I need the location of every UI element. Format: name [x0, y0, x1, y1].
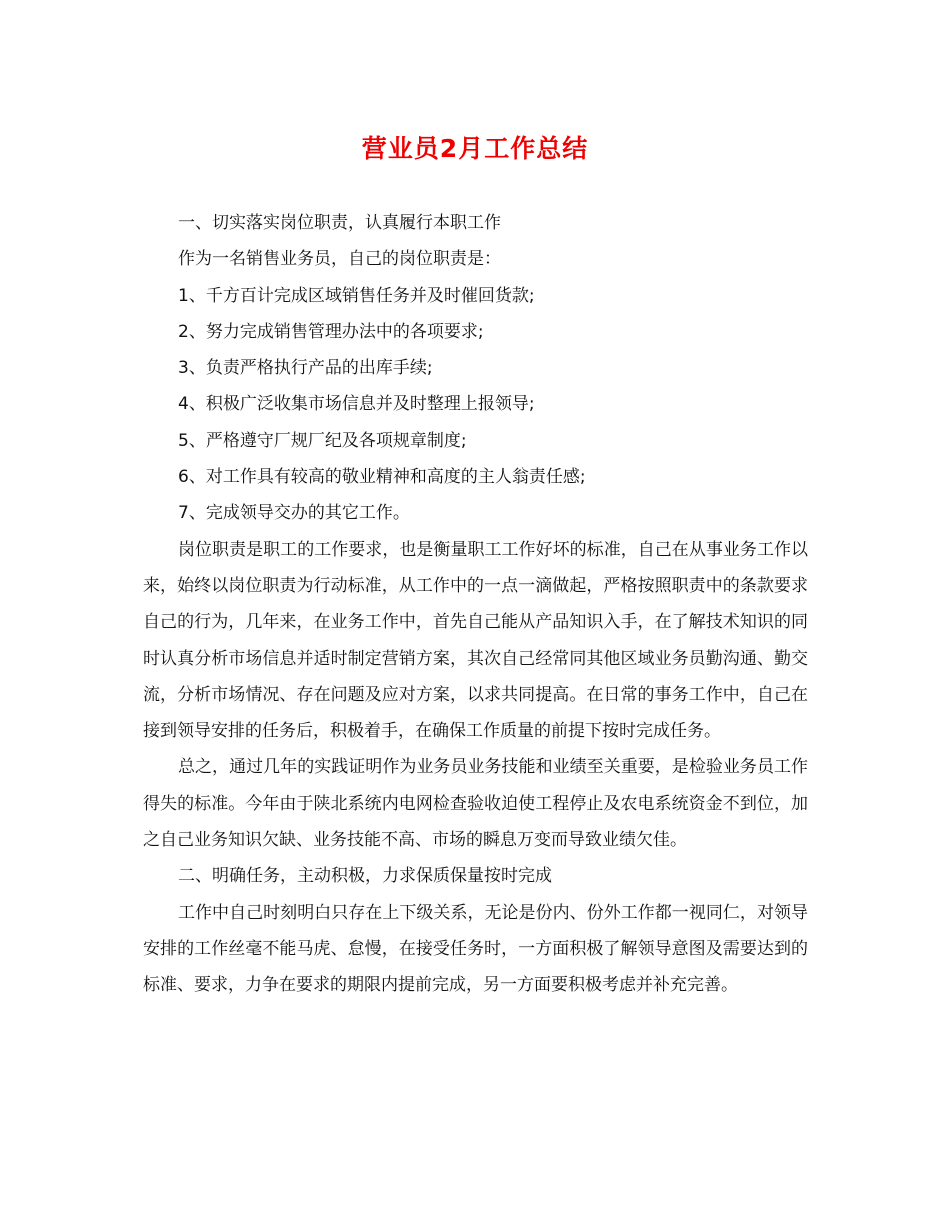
paragraph: 5、严格遵守厂规厂纪及各项规章制度; — [178, 430, 467, 451]
paragraph: 7、完成领导交办的其它工作。 — [178, 503, 410, 524]
paragraph: 1、千方百计完成区域销售任务并及时催回货款; — [178, 285, 535, 306]
paragraph: 6、对工作具有较高的敬业精神和高度的主人翁责任感; — [178, 467, 586, 488]
paragraph: 3、负责严格执行产品的出库手续; — [178, 358, 433, 379]
paragraph: 总之，通过几年的实践证明作为业务员业务技能和业绩至关重要，是检验业务员工作得失的标准。今年由于陕北系统内电网检查验收迫使工程停止及农电系统资金不到位，加之自己业务知识欠缺、业务技能不高、市场的瞬息万变而导致业绩欠佳。 — [143, 757, 808, 851]
document-body — [143, 205, 808, 1004]
paragraph: 一、切实落实岗位职责，认真履行本职工作 — [178, 213, 501, 233]
paragraph: 岗位职责是职工的工作要求，也是衡量职工工作好坏的标准，自己在从事业务工作以来，始终以岗位职责为行动标准，从工作中的一点一滴做起，严格按照职责中的条款要求自己的行为，几年来，在业务工作中，首先自己能从产品知识入手，在了解技术知识的同时认真分析市场信息并适时制定营销方案，其次自己经常同其他区域业务员勤沟通、勤交流，分析市场情况、存在问题及应对方案，以求共同提高。在日常的事务工作中，自己在接到领导安排的任务后，积极着手，在确保工作质量的前提下按时完成任务。 — [143, 539, 808, 742]
paragraph: 2、努力完成销售管理办法中的各项要求; — [178, 321, 484, 342]
paragraph: 二、明确任务，主动积极，力求保质保量按时完成 — [178, 866, 552, 887]
paragraph: 作为一名销售业务员，自己的岗位职责是： — [178, 249, 501, 270]
document-title: 营业员2月工作总结 — [361, 134, 589, 163]
paragraph: 工作中自己时刻明白只存在上下级关系，无论是份内、份外工作都一视同仁，对领导安排的工作丝毫不能马虎、怠慢，在接受任务时，一方面积极了解领导意图及需要达到的标准、要求，力争在要求的期限内提前完成，另一方面要积极考虑并补充完善。 — [143, 902, 808, 996]
paragraph: 4、积极广泛收集市场信息并及时整理上报领导; — [178, 394, 535, 415]
